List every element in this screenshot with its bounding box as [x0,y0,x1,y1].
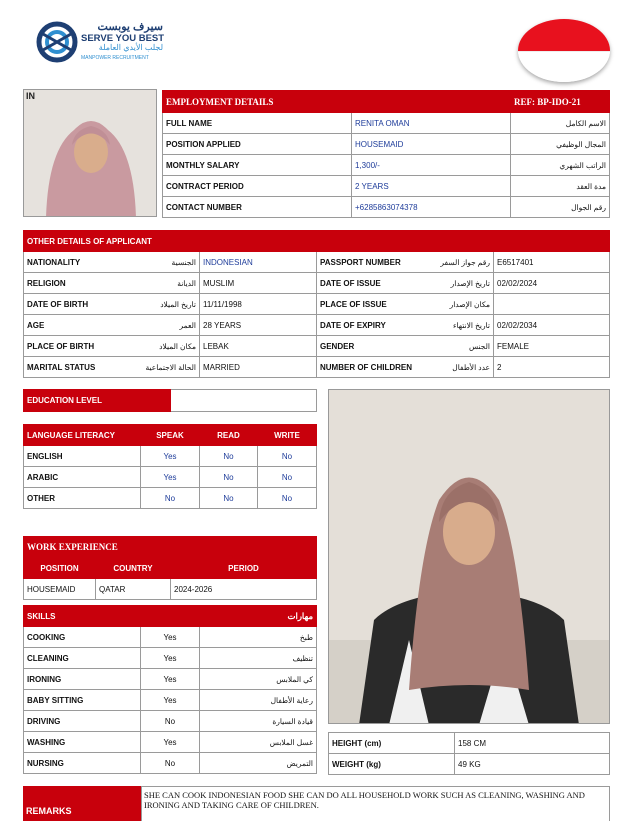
religion-ar: الديانة [177,278,196,288]
applicant-photo-full [328,389,610,724]
remarks-text: SHE CAN COOK INDONESIAN FOOD SHE CAN DO ALL HOUSEHOLD WORK SUCH AS CLEANING, WASHING AND IRONING AND TAKING CARE OF CHILDREN. [141,786,610,821]
expiry-ar: تاريخ الانتهاء [453,320,490,330]
english-write: No [258,446,317,467]
skill-washing-value: Yes [141,732,200,753]
issue-place-label: PLACE OF ISSUE [320,299,387,309]
company-logo [35,20,163,64]
table-row [24,711,317,732]
height-label: HEIGHT (cm) [329,733,455,754]
nationality-label: NATIONALITY [27,257,81,267]
birth-place-ar: مكان الميلاد [159,341,196,351]
photo-tag: IN [26,91,35,101]
table-row [163,176,610,197]
contract-value: 2 YEARS [352,176,511,197]
issue-date-value: 02/02/2024 [494,273,610,294]
children-ar: عدد الأطفال [452,362,490,372]
position-header: POSITION [24,558,96,579]
position-ar: المجال الوظيفي [511,134,610,155]
table-row [163,197,610,218]
dob-label: DATE OF BIRTH [27,299,89,309]
dob-value: 11/11/1998 [200,294,317,315]
contact-label: CONTACT NUMBER [163,197,352,218]
skill-babysitting: BABY SITTING [24,690,141,711]
dob-ar: تاريخ الميلاد [160,299,196,309]
brand-arabic-sub: لجلب الأيدي العاملة [98,43,163,52]
employment-details-table [162,90,610,218]
skill-cleaning-ar: تنظيف [200,648,317,669]
applicant-photo-small [23,89,157,217]
table-row [24,357,610,378]
table-row [329,733,610,754]
skill-driving-ar: قيادة السيارة [200,711,317,732]
language-table [23,424,317,509]
passport-label: PASSPORT NUMBER [320,257,401,267]
other-details-table [23,230,610,378]
skill-cleaning: CLEANING [24,648,141,669]
weight-value: 49 KG [455,754,610,775]
skill-washing: WASHING [24,732,141,753]
read-header: READ [200,425,258,446]
work-country: QATAR [96,579,171,600]
gender-ar: الجنس [468,341,490,351]
brand-sub: MANPOWER RECRUITMENT [81,55,149,61]
salary-ar: الراتب الشهري [511,155,610,176]
arabic-read: No [200,467,258,488]
period-header: PERIOD [171,558,317,579]
other-read: No [200,488,258,509]
skills-title-ar: مهارات [200,606,317,627]
skill-ironing-value: Yes [141,669,200,690]
gender-label: GENDER [320,341,355,351]
lang-other: OTHER [24,488,141,509]
other-details-title: OTHER DETAILS OF APPLICANT [24,231,610,252]
salary-label: MONTHLY SALARY [163,155,352,176]
age-ar: العمر [179,320,196,330]
weight-label: WEIGHT (kg) [329,754,455,775]
nationality-ar: الجنسية [171,257,196,267]
table-row [24,336,610,357]
skill-washing-ar: غسل الملابس [200,732,317,753]
table-row [24,273,610,294]
table-row [24,315,610,336]
skills-table [23,605,317,774]
table-row [24,690,317,711]
birth-place-value: LEBAK [200,336,317,357]
position-value: HOUSEMAID [352,134,511,155]
table-row [24,488,317,509]
lang-arabic: ARABIC [24,467,141,488]
table-row [24,732,317,753]
lang-english: ENGLISH [24,446,141,467]
english-speak: Yes [141,446,200,467]
brand-arabic: سيرف يوبست [97,21,163,33]
skill-ironing: IRONING [24,669,141,690]
table-row [24,252,610,273]
contract-label: CONTRACT PERIOD [163,176,352,197]
english-read: No [200,446,258,467]
other-write: No [258,488,317,509]
table-row [24,669,317,690]
table-row [24,467,317,488]
language-header: LANGUAGE LITERACY [24,425,141,446]
contact-ar: رقم الجوال [511,197,610,218]
skill-babysitting-ar: رعاية الأطفال [200,690,317,711]
passport-value: E6517401 [494,252,610,273]
passport-ar: رقم جواز السفر [440,257,490,267]
write-header: WRITE [258,425,317,446]
work-experience-table [23,536,317,600]
ref-number: REF: BP-IDO-21 [511,91,610,113]
employment-title: EMPLOYMENT DETAILS [163,91,511,113]
issue-place-value [494,294,610,315]
table-row [24,627,317,648]
children-value: 2 [494,357,610,378]
skills-header-gap [141,606,200,627]
other-speak: No [141,488,200,509]
expiry-label: DATE OF EXPIRY [320,320,386,330]
table-row [24,648,317,669]
indonesia-flag-icon [518,19,610,82]
contract-ar: مدة العقد [511,176,610,197]
gender-value: FEMALE [494,336,610,357]
issue-date-label: DATE OF ISSUE [320,278,381,288]
table-row [24,446,317,467]
birth-place-label: PLACE OF BIRTH [27,341,95,351]
physical-table [328,732,610,775]
table-row [163,155,610,176]
table-row [24,294,610,315]
religion-value: MUSLIM [200,273,317,294]
age-label: AGE [27,320,45,330]
work-period: 2024-2026 [171,579,317,600]
full-name-value: RENITA OMAN [352,113,511,134]
education-table [23,389,317,412]
arabic-speak: Yes [141,467,200,488]
skill-nursing: NURSING [24,753,141,774]
table-row [24,579,317,600]
table-row [163,113,610,134]
arabic-write: No [258,467,317,488]
skill-ironing-ar: كي الملابس [200,669,317,690]
logo-emblem-icon [35,20,79,64]
brand-name: SERVE YOU BEST [81,33,165,44]
skills-title: SKILLS [24,606,141,627]
full-name-label: FULL NAME [163,113,352,134]
skill-cooking: COOKING [24,627,141,648]
nationality-value: INDONESIAN [200,252,317,273]
work-title: WORK EXPERIENCE [24,537,317,558]
education-value [171,390,317,412]
skill-cooking-value: Yes [141,627,200,648]
marital-label: MARITAL STATUS [27,362,96,372]
position-label: POSITION APPLIED [163,134,352,155]
children-label: NUMBER OF CHILDREN [320,362,412,372]
marital-ar: الحالة الاجتماعية [145,362,196,372]
remarks-title: REMARKS [23,786,141,821]
table-row [163,134,610,155]
skill-nursing-ar: التمريض [200,753,317,774]
education-title: EDUCATION LEVEL [24,390,171,412]
contact-value: +6285863074378 [352,197,511,218]
issue-place-ar: مكان الإصدار [449,299,490,309]
skill-driving-value: No [141,711,200,732]
expiry-value: 02/02/2034 [494,315,610,336]
country-header: COUNTRY [96,558,171,579]
skill-driving: DRIVING [24,711,141,732]
speak-header: SPEAK [141,425,200,446]
issue-date-ar: تاريخ الإصدار [450,278,490,288]
table-row [24,753,317,774]
religion-label: RELIGION [27,278,66,288]
table-row [329,754,610,775]
skill-babysitting-value: Yes [141,690,200,711]
age-value: 28 YEARS [200,315,317,336]
skill-nursing-value: No [141,753,200,774]
work-position: HOUSEMAID [24,579,96,600]
skill-cooking-ar: طبخ [200,627,317,648]
salary-value: 1,300/- [352,155,511,176]
skill-cleaning-value: Yes [141,648,200,669]
height-value: 158 CM [455,733,610,754]
marital-value: MARRIED [200,357,317,378]
full-name-ar: الاسم الكامل [511,113,610,134]
